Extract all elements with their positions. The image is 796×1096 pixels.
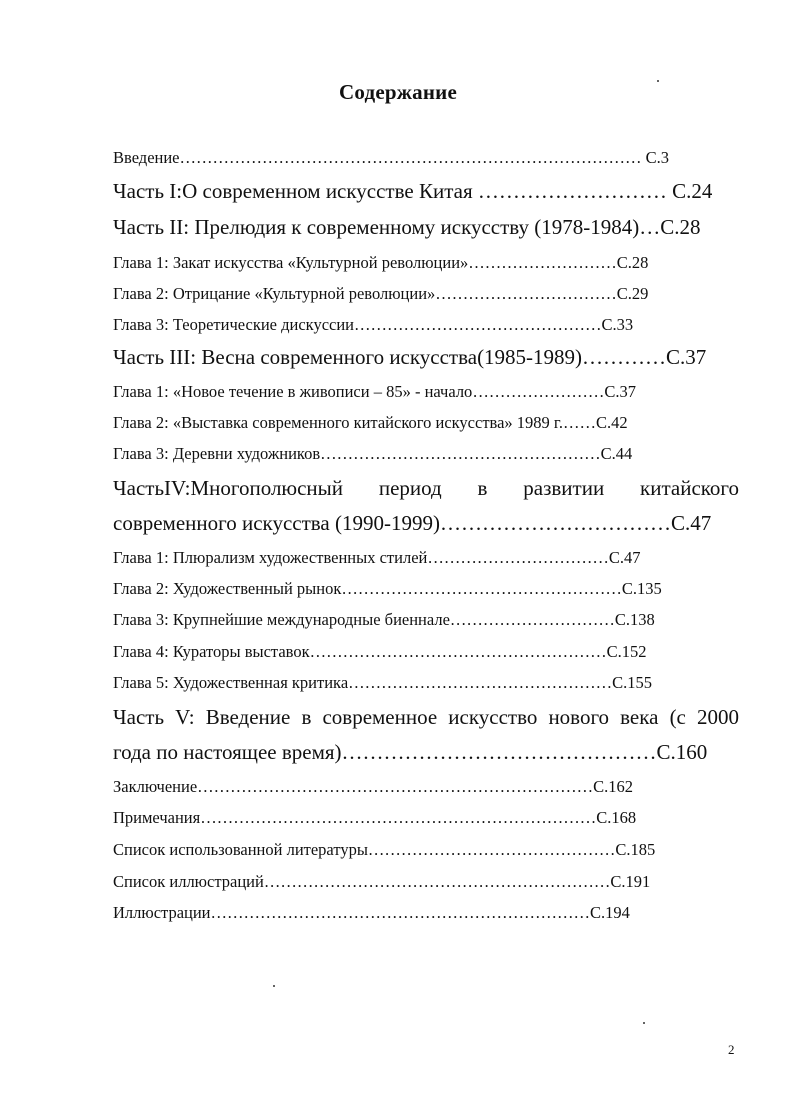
- toc-word: Часть: [113, 705, 165, 729]
- toc-entry-chapter: [113, 642, 646, 662]
- toc-entry-chapter: [113, 579, 662, 599]
- toc-entry-page: С.37: [604, 382, 636, 401]
- toc-entry-page: С.135: [621, 579, 662, 598]
- toc-entry-leader: ………………………………………………………………: [200, 808, 597, 827]
- toc-word: 2000: [696, 705, 739, 729]
- toc-entry-chapter: [113, 610, 655, 630]
- toc-entry-label: Примечания: [113, 808, 201, 827]
- toc-entry-label: Введение: [113, 148, 180, 167]
- toc-entry-page: С.28: [616, 253, 649, 272]
- toc-entry-leader: …………………………: [449, 610, 615, 629]
- toc-entry-label: Глава 1: «Новое течение в живописи – 85» - начало: [113, 382, 473, 401]
- toc-entry-leader: ……: [562, 413, 596, 432]
- toc-entry-label: Глава 3: Крупнейшие международные биеннале: [113, 610, 450, 629]
- scan-speck: [643, 1022, 645, 1024]
- toc-entry-part-4-line-2: [113, 511, 711, 536]
- toc-entry-part-4-line-1: [113, 476, 739, 501]
- toc-entry-introduction: [113, 148, 669, 168]
- toc-entry-page: С.3: [645, 148, 670, 167]
- toc-entry-label: Глава 3: Деревни художников: [113, 444, 321, 463]
- toc-entry-label: Глава 1: Плюрализм художественных стилей: [113, 548, 428, 567]
- toc-entry-leader: …………………………………………………………………………: [179, 148, 642, 167]
- toc-word: в: [301, 705, 312, 729]
- toc-entry-conclusion: [113, 777, 633, 797]
- toc-entry-page: С.47: [670, 511, 712, 535]
- toc-entry-leader: ………………………………………: [354, 315, 602, 334]
- toc-word: нового: [548, 705, 610, 729]
- toc-word: период: [378, 476, 442, 500]
- toc-entry-leader: ………………………………………: [341, 740, 657, 764]
- toc-entry-leader: ……………………………………………: [341, 579, 622, 598]
- toc-entry-leader: ………………………………………: [367, 840, 616, 859]
- toc-entry-page: С.24: [672, 179, 713, 203]
- toc-entry-part-1: [113, 179, 712, 204]
- toc-entry-leader: ………………………: [468, 253, 617, 272]
- toc-word: (с: [669, 705, 686, 729]
- toc-word: развитии: [523, 476, 605, 500]
- toc-word: Введение: [205, 705, 291, 729]
- toc-entry-label: Часть I:О современном искусстве Китая: [113, 179, 473, 203]
- toc-entry-label: Глава 2: Отрицание «Культурной революции»: [113, 284, 436, 303]
- toc-entry-page: С.191: [610, 872, 651, 891]
- toc-entry-label: Глава 4: Кураторы выставок: [113, 642, 310, 661]
- toc-entry-leader: …………………………………………: [348, 673, 613, 692]
- toc-word: искусство: [448, 705, 538, 729]
- toc-entry-leader: ……………………………………………: [320, 444, 601, 463]
- toc-entry-leader: ……………………………: [435, 284, 617, 303]
- scan-speck: [273, 985, 275, 987]
- toc-entry-page: С.28: [660, 215, 701, 239]
- toc-entry-leader: ……………………………: [427, 548, 609, 567]
- toc-entry-leader: ……………………………………………………………: [210, 903, 591, 922]
- toc-entry-label: года по настоящее время): [113, 740, 342, 764]
- toc-entry-chapter: [113, 284, 648, 304]
- toc-entry-leader: ……………………: [472, 382, 605, 401]
- toc-entry-label: Глава 2: Художественный рынок: [113, 579, 342, 598]
- scan-speck: [657, 80, 659, 82]
- toc-entry-chapter: [113, 253, 648, 273]
- toc-entry-page: С.29: [616, 284, 649, 303]
- toc-entry-page: С.168: [596, 808, 637, 827]
- toc-entry-page: С.160: [656, 740, 708, 764]
- toc-entry-part-5-line-2: [113, 740, 707, 765]
- toc-entry-label: Глава 5: Художественная критика: [113, 673, 349, 692]
- toc-entry-leader: …………: [582, 345, 667, 369]
- toc-entry-chapter: [113, 548, 641, 568]
- toc-entry-page: С.152: [606, 642, 647, 661]
- toc-entry-leader: …: [639, 215, 661, 239]
- toc-entry-chapter: [113, 315, 633, 335]
- toc-entry-notes: [113, 808, 636, 828]
- toc-word: в: [477, 476, 488, 500]
- toc-entry-chapter: [113, 673, 652, 693]
- toc-word: китайского: [640, 476, 739, 500]
- toc-entry-page: С.194: [590, 903, 630, 922]
- toc-entry-part-3: [113, 345, 706, 370]
- toc-entry-page: С.138: [614, 610, 655, 629]
- toc-word: современное: [322, 705, 438, 729]
- toc-entry-label: Заключение: [113, 777, 198, 796]
- toc-entry-leader: ………………………………………………………………: [197, 777, 594, 796]
- toc-entry-page: С.47: [608, 548, 641, 567]
- toc-entry-label: Часть II: Прелюдия к современному искусству (1978-1984): [113, 215, 640, 239]
- toc-entry-leader: ……………………………: [439, 511, 671, 535]
- toc-entry-label: Иллюстрации: [113, 903, 211, 922]
- toc-entry-label: Список использованной литературы: [113, 840, 368, 859]
- toc-entry-page: С.42: [595, 413, 628, 432]
- toc-word: века: [620, 705, 659, 729]
- page-number: 2: [728, 1042, 735, 1057]
- toc-entry-label: Глава 3: Теоретические дискуссии: [113, 315, 355, 334]
- toc-entry-bibliography: [113, 840, 655, 860]
- toc-entry-page: С.162: [593, 777, 634, 796]
- toc-entry-leader: ………………………………………………………: [263, 872, 611, 891]
- toc-entry-page: С.155: [612, 673, 653, 692]
- page-title: Содержание: [339, 80, 457, 104]
- toc-word: ЧастьIV:Многополюсный: [113, 476, 344, 500]
- toc-entry-page: С.37: [666, 345, 707, 369]
- toc-entry-illustrations: [113, 903, 630, 923]
- toc-entry-chapter: [113, 444, 632, 464]
- toc-entry-label: Часть III: Весна современного искусства(1985-1989): [113, 345, 583, 369]
- toc-entry-part-5-line-1: [113, 705, 739, 730]
- toc-entry-label: Глава 2: «Выставка современного китайского искусства» 1989 г.: [113, 413, 563, 432]
- toc-entry-label: Глава 1: Закат искусства «Культурной революции»: [113, 253, 469, 272]
- toc-entry-label: современного искусства (1990-1999): [113, 511, 440, 535]
- toc-entry-leader: ………………………………………………: [309, 642, 607, 661]
- toc-entry-chapter: [113, 413, 628, 433]
- toc-entry-page: С.185: [615, 840, 656, 859]
- toc-entry-page: С.33: [601, 315, 634, 334]
- toc-word: V:: [175, 705, 195, 729]
- toc-entry-illustrations-list: [113, 872, 650, 892]
- toc-entry-label: Список иллюстраций: [113, 872, 264, 891]
- toc-entry-leader: ………………………: [472, 179, 667, 203]
- toc-entry-page: С.44: [600, 444, 633, 463]
- toc-entry-part-2: [113, 215, 701, 240]
- toc-entry-chapter: [113, 382, 636, 402]
